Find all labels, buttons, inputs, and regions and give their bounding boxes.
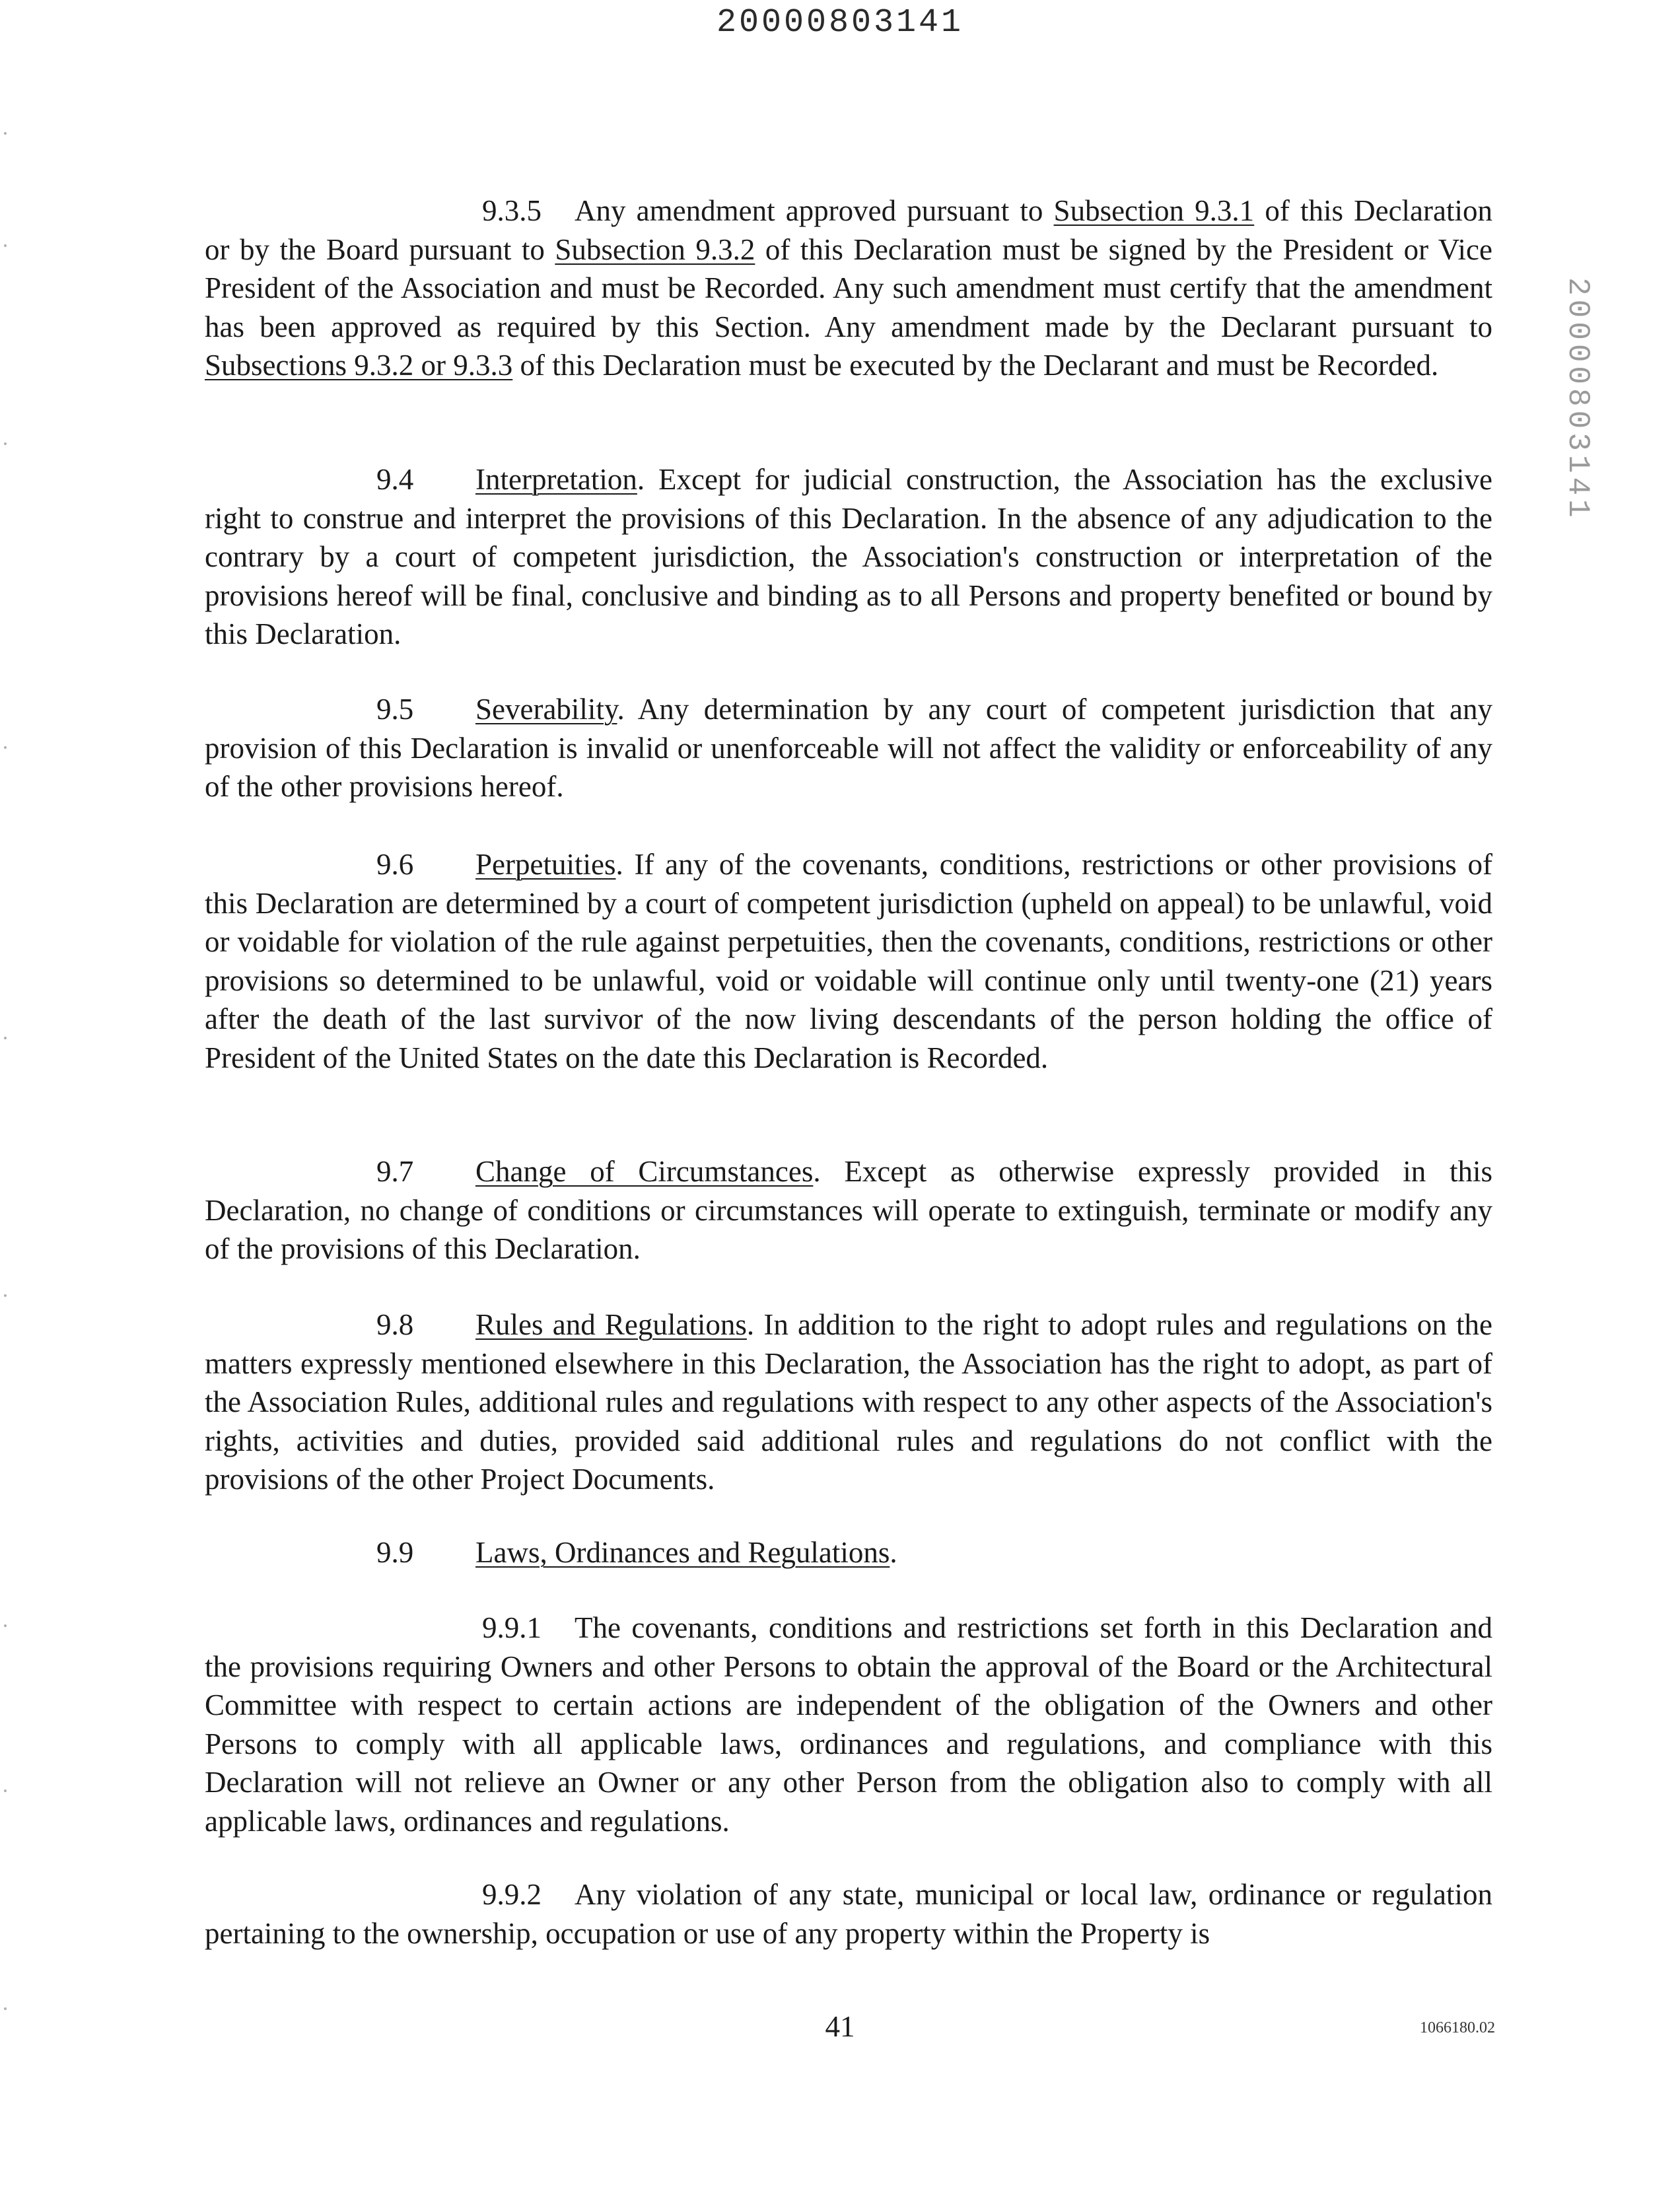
paragraph-9-9: 9.9 Laws, Ordinances and Regulations. [376, 1536, 897, 1569]
section-heading: Severability [475, 693, 617, 726]
section-number: 9.4 [376, 463, 414, 496]
section-number: 9.8 [376, 1308, 414, 1341]
section-number: 9.3.5 [482, 194, 542, 227]
subsection-reference: Subsections 9.3.2 or 9.3.3 [205, 349, 513, 382]
recording-stamp: 20000803141 [1560, 277, 1595, 522]
section-number: 9.5 [376, 693, 414, 726]
document-code: 1066180.02 [1420, 2019, 1495, 2036]
section-heading: Laws, Ordinances and Regulations [475, 1536, 890, 1569]
section-heading: Change of Circumstances [475, 1155, 814, 1188]
paragraph-9-4: 9.4 Interpretation. Except for judicial construction, the Association has the exclusive right to construe and interpret the provisions of this Declaration. In the absence of any adjudication to the contrary by a court of competent jurisdiction, the Association's construction or interpretation of the provisions hereof will be final, conclusive and binding as to all Persons and property benefited or bound by this Declaration. [205, 460, 1492, 654]
paragraph-9-6: 9.6 Perpetuities. If any of the covenants, conditions, restrictions or other provisions of this Declaration are determined by a court of competent jurisdiction (upheld on appeal) to be unlawful, void or voidable for violation of the rule against perpetuities, then the covenants, conditions, restrictions or other provisions so determined to be unlawful, void or voidable will continue only until twenty-one (21) years after the death of the last survivor of the now living descendants of the person holding the office of President of the United States on the date this Declaration is Recorded. [205, 845, 1492, 1077]
paragraph-9-7: 9.7 Change of Circumstances. Except as otherwise expressly provided in this Declaration, no change of conditions or circumstances will operate to extinguish, terminate or modify any of the provisions of this Declaration. [205, 1152, 1492, 1268]
paragraph-9-8: 9.8 Rules and Regulations. In addition to the right to adopt rules and regulations on the matters expressly mentioned elsewhere in this Declaration, the Association has the right to adopt, as part of the Association Rules, additional rules and regulations with respect to any other aspects of the Association's rights, activities and duties, provided said additional rules and regulations do not conflict with the provisions of the other Project Documents. [205, 1305, 1492, 1499]
section-heading: Interpretation [475, 463, 637, 496]
section-number: 9.7 [376, 1155, 414, 1188]
paragraph-9-5: 9.5 Severability. Any determination by any court of competent jurisdiction that any provision of this Declaration is invalid or unenforceable will not affect the validity or enforceability of any of the other provisions hereof. [205, 690, 1492, 806]
subsection-reference: Subsection 9.3.1 [1053, 194, 1255, 227]
paragraph-9-9-2: 9.9.2 Any violation of any state, municipal or local law, ordinance or regulation pertaining to the ownership, occupation or use of any property within the Property is [205, 1875, 1492, 1953]
section-heading: Perpetuities [475, 848, 616, 881]
paragraph-9-9-1: 9.9.1 The covenants, conditions and restrictions set forth in this Declaration and the provisions requiring Owners and other Persons to obtain the approval of the Board or the Architectural Committee with respect to certain actions are independent of the obligation of the Owners and other Persons to comply with all applicable laws, ordinances and regulations, and compliance with this Declaration will not relieve an Owner or any other Person from the obligation also to comply with all applicable laws, ordinances and regulations. [205, 1609, 1492, 1840]
section-number: 9.9.2 [482, 1878, 542, 1911]
section-number: 9.9 [376, 1536, 414, 1569]
section-heading: Rules and Regulations [475, 1308, 747, 1341]
scan-margin-marks [0, 99, 13, 2080]
section-number: 9.6 [376, 848, 414, 881]
document-number-header: 20000803141 [716, 4, 964, 42]
paragraph-9-3-5: 9.3.5 Any amendment approved pursuant to Subsection 9.3.1 of this Declaration or by the Board pursuant to Subsection 9.3.2 of this Declaration must be signed by the President or Vice President of the Association and must be Recorded. Any such amendment must certify that the amendment has been approved as required by this Section. Any amendment made by the Declarant pursuant to Subsections 9.3.2 or 9.3.3 of this Declaration must be executed by the Declarant and must be Recorded. [205, 191, 1492, 385]
subsection-reference: Subsection 9.3.2 [555, 232, 755, 266]
page-number: 41 [825, 2010, 855, 2043]
section-number: 9.9.1 [482, 1611, 542, 1644]
